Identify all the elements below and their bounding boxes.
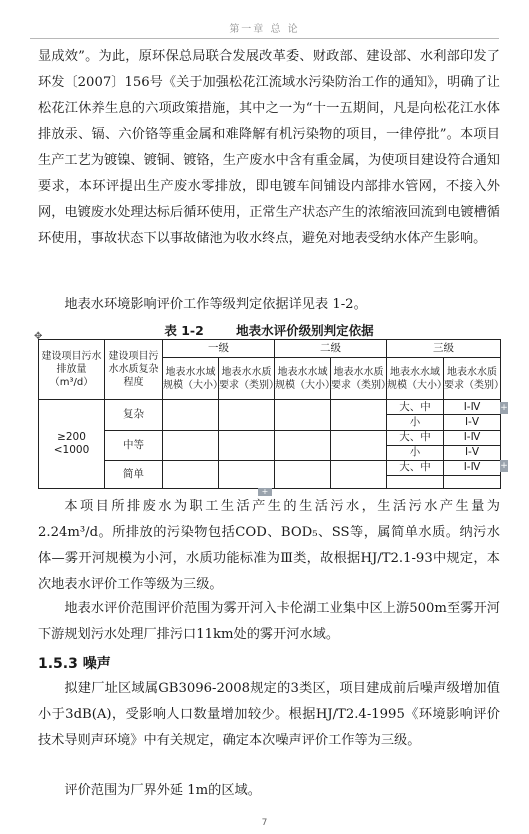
- table-caption-title: 地表水评价级别判定依据: [236, 323, 374, 338]
- header-level-3: 三级: [387, 340, 501, 358]
- cell-discharge-range: ≥200 <1000: [39, 400, 105, 489]
- subheader-l2-quality: 地表水水质要求（类别）: [331, 358, 387, 400]
- paragraph-eval-range: 地表水评价范围评价范围为雾开河入卡伦湖工业集中区上游500m至雾开河下游规划污水处理厂排污口11km处的雾开河水域。: [38, 601, 500, 642]
- header-title: 第一章 总 论: [229, 24, 300, 35]
- paragraph-noise: 拟建厂址区域属GB3096-2008规定的3类区，项目建成前后噪声级增加值小于3dB(A)，受影响人口数量增加较少。根据HJ/T2.4-1995《环境影响评价技术导则声环境》中有关规定，确定本次噪声评价工作等为三级。: [38, 681, 500, 748]
- subheader-l2-scale: 地表水水域规模（大小）: [275, 358, 331, 400]
- cell-l3-scale: 小: [387, 415, 444, 430]
- subheader-l1-scale: 地表水水域规模（大小）: [163, 358, 219, 400]
- cell-l3-scale: 大、中: [387, 460, 444, 475]
- subheader-l3-quality: 地表水水质要求（类别）: [444, 358, 501, 400]
- paragraph-policy: 显成效”。为此，原环保总局联合发展改革委、财政部、建设部、水利部印发了环发〔2007〕156号《关于加强松花江流域水污染防治工作的通知》，明确了让松花江休养生息的六项政策措施，其中之一为“十一五期间，凡是向松花江水体排放汞、镉、六价铬等重金属和难降解有机污染物的项目，一律停批”。本项目生产工艺为镀镍、镀铜、镀铬，生产废水中含有重金属，为使项目建设符合通知要求，本环评提出生产废水零排放，即电镀车间铺设内部排水管网，不接入外网，电镀废水处理达标后循环使用，正常生产状态产生的浓缩液回流到电镀槽循环使用，事故状态下以事故储池为收水终点，避免对地表受纳水体产生影响。: [38, 49, 500, 246]
- cell-l3-quality: Ⅰ-Ⅳ: [444, 430, 501, 445]
- cell-l3-scale: 大、中: [387, 430, 444, 445]
- cell-complexity-complex: 复杂: [105, 400, 163, 430]
- table-caption: [38, 323, 500, 339]
- cell-complexity-medium: 中等: [105, 430, 163, 460]
- evaluation-level-table: [38, 339, 504, 489]
- table-move-handle-icon[interactable]: ✥: [34, 331, 43, 342]
- add-row-handle-icon[interactable]: +: [258, 488, 272, 496]
- cell-l3-scale: 小: [387, 445, 444, 460]
- paragraph-noise-range: 评价范围为厂界外延 1m的区域。: [64, 783, 261, 798]
- table-caption-number: 表 1-2: [164, 323, 204, 338]
- header-level-1: 一级: [163, 340, 275, 358]
- table-resize-handle-icon[interactable]: +: [500, 461, 508, 471]
- page-number: 7: [261, 818, 268, 828]
- cell-complexity-simple: 简单: [105, 460, 163, 488]
- table-resize-handle-icon[interactable]: +: [500, 403, 508, 413]
- cell-l3-quality: Ⅰ-Ⅴ: [444, 445, 501, 460]
- header-discharge-volume: 建设项目污水排放量（m³/d）: [39, 340, 105, 400]
- cell-l3-scale: 大、中: [387, 400, 444, 415]
- section-number: 1.5.3: [38, 656, 78, 672]
- paragraph-table-intro: 地表水环境影响评价工作等级判定依据详见表 1-2。: [64, 297, 367, 312]
- section-heading: [38, 653, 111, 675]
- section-title: 噪声: [82, 656, 111, 672]
- cell-l3-quality: Ⅰ-Ⅳ: [444, 460, 501, 475]
- cell-l3-quality: Ⅰ-Ⅴ: [444, 415, 501, 430]
- cell-l3-quality: Ⅰ-Ⅳ: [444, 400, 501, 415]
- header-water-complexity: 建设项目污水水质复杂程度: [105, 340, 163, 400]
- header-level-2: 二级: [275, 340, 387, 358]
- page-header: [30, 24, 499, 39]
- subheader-l3-scale: 地表水水域规模（大小）: [387, 358, 444, 400]
- subheader-l1-quality: 地表水水质要求（类别）: [219, 358, 275, 400]
- paragraph-wastewater: 本项目所排废水为职工生活产生的生活污水，生活污水产生量为2.24m³/d。所排放的污染物包括COD、BOD₅、SS等，属简单水质。纳污水体—雾开河规模为小河，水质功能标准为Ⅲ类，故根据HJ/T2.1-93中规定，本次地表水评价工作等级为三级。: [38, 499, 500, 592]
